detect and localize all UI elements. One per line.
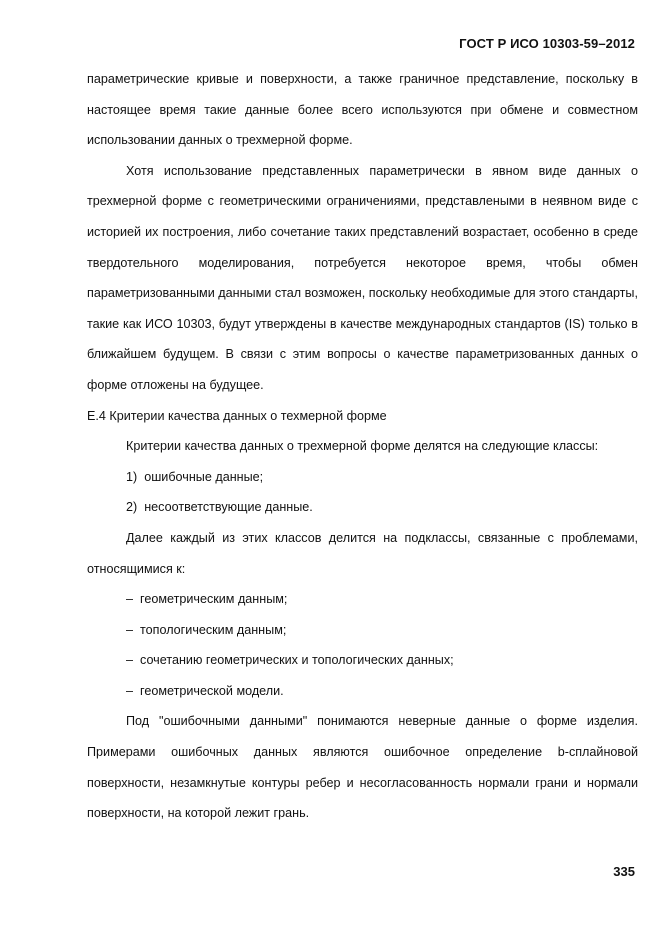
- paragraph-quality-classes: Критерии качества данных о трехмерной форме делятся на следующие классы:: [126, 439, 599, 454]
- standard-header: ГОСТ Р ИСО 10303-59–2012: [459, 36, 635, 51]
- dash-list-item: [87, 615, 638, 646]
- paragraph-continuation: параметрические кривые и поверхности, а также граничное представление, поскольку в настоящее время такие данные более всего используются при обмене и совместном использовании данных о трехмерной форме.: [87, 72, 638, 148]
- numbered-list-item: [87, 462, 638, 493]
- page-number: 335: [613, 864, 635, 879]
- dash-item-text: топологическим данным;: [140, 622, 287, 637]
- dash-list-item: [87, 676, 638, 707]
- list-item-text: несоответствующие данные.: [144, 500, 313, 515]
- paragraph-subclasses: Далее каждый из этих классов делится на подклассы, связанные с проблемами, относящимися к:: [87, 530, 638, 576]
- list-marker: 1): [126, 469, 138, 484]
- page-body: [87, 64, 638, 829]
- dash-item-text: сочетанию геометрических и топологических данных;: [140, 653, 454, 668]
- dash-marker: –: [126, 683, 134, 698]
- dash-marker: –: [126, 622, 134, 637]
- section-heading: Е.4 Критерии качества данных о техмерной форме: [87, 408, 387, 423]
- dash-marker: –: [126, 653, 134, 668]
- paragraph-parametric-data: Хотя использование представленных параметрически в явном виде данных о трехмерной форме с геометрическими ограничениями, представлеными в неявном виде с историей их построения, либо сочетание таких представлений возрастает, особенно в среде твердотельного моделирования, потребуется некоторое время, чтобы обмен параметризованными данными стал возможен, поскольку необходимые для этого стандарты, такие как ИСО 10303, будут утверждены в качестве международных стандартов (IS) только в ближайшем будущем. В связи с этим вопросы о качестве параметризованных данных о форме отложены на будущее.: [87, 163, 638, 392]
- dash-item-text: геометрической модели.: [140, 683, 284, 698]
- numbered-list-item: [87, 492, 638, 523]
- list-marker: 2): [126, 500, 138, 515]
- dash-marker: –: [126, 592, 134, 607]
- paragraph-erroneous-data: Под "ошибочными данными" понимаются неверные данные о форме изделия. Примерами ошибочных данных являются ошибочное определение b-сплайновой поверхности, незамкнутые контуры ребер и несогласованность нормали грани и нормали поверхности, на которой лежит грань.: [87, 714, 638, 821]
- list-item-text: ошибочные данные;: [144, 469, 264, 484]
- dash-list-item: [87, 645, 638, 676]
- dash-list-item: [87, 584, 638, 615]
- dash-item-text: геометрическим данным;: [140, 592, 288, 607]
